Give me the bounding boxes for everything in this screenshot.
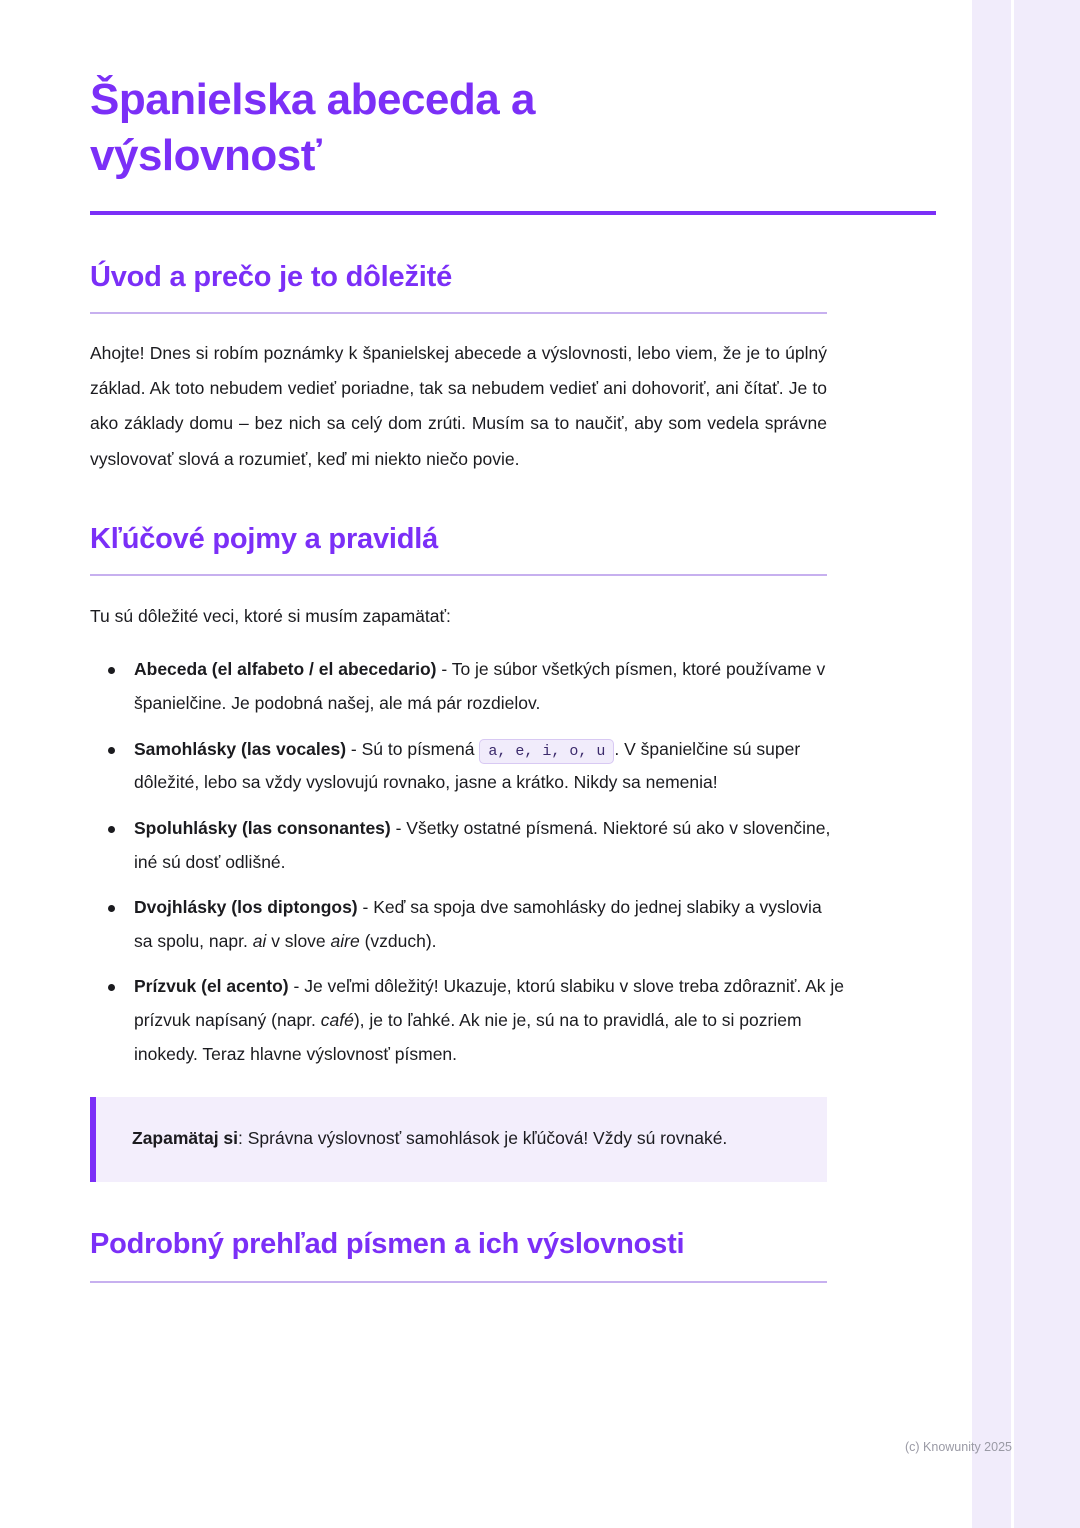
term-description: - Je veľmi dôležitý! Ukazuje, ktorú slabiku v slove treba zdôrazniť. Ak je prízvuk napísaný (napr. (134, 976, 845, 1031)
title-divider (90, 211, 936, 215)
page-title: Španielska abeceda a výslovnosť (90, 75, 535, 181)
remember-callout (90, 1097, 827, 1182)
list-item (124, 733, 844, 800)
section-divider-key-terms (90, 574, 827, 576)
term-description: - To je súbor všetkých písmen, ktoré používame v španielčine. Je podobná našej, ale má pár rozdielov. (134, 659, 826, 714)
key-terms-lead: Tu sú dôležité veci, ktoré si musím zapamätať: (90, 606, 451, 627)
term-label: Samohlásky (las vocales) (134, 738, 347, 759)
callout-label: Zapamätaj si (132, 1128, 239, 1149)
vowels-code-chip: a, e, i, o, u (479, 739, 614, 764)
intro-paragraph: Ahojte! Dnes si robím poznámky k španielskej abecede a výslovnosti, lebo viem, že je to úplný základ. Ak toto nebudem vedieť poriadne, tak sa nebudem vedieť ani dohovoriť, ani čítať. Je to ako základy domu – bez nich sa celý dom zrúti. Musím sa to naučiť, aby som vedela správne vyslovovať slová a rozumieť, keď mi niekto niečo povie. (90, 342, 827, 469)
list-item (124, 653, 844, 720)
term-description: - Všetky ostatné písmená. Niektoré sú ako v slovenčine, iné sú dosť odlišné. (134, 818, 831, 872)
term-description: - Sú to písmená (346, 738, 480, 759)
list-item (124, 812, 844, 879)
page-side-strip-divider (1011, 0, 1014, 1528)
section-heading-intro: Úvod a prečo je to dôležité (90, 260, 452, 293)
term-description-mid: v slove (266, 930, 331, 951)
term-description-cont: ), je to ľahké. Ak nie je, sú na to pravidlá, ale to si pozriem inokedy. Teraz hlavne výslovnosť písmen. (134, 1010, 802, 1064)
section-heading-letters-overview: Podrobný prehľad písmen a ich výslovnosti (90, 1228, 685, 1261)
section-divider-intro (90, 312, 827, 314)
term-example-1: ai (252, 930, 267, 951)
list-item (124, 891, 844, 958)
key-terms-list (90, 653, 844, 1071)
term-label: Prízvuk (el acento) (134, 976, 289, 997)
list-item (124, 970, 844, 1071)
term-description-cont: . V španielčine sú super dôležité, lebo sa vždy vyslovujú rovnako, jasne a krátko. Nikdy sa nemenia! (134, 738, 801, 793)
term-label: Spoluhlásky (las consonantes) (134, 818, 391, 839)
term-description: - Keď sa spoja dve samohlásky do jednej slabiky a vyslovia sa spolu, napr. (134, 897, 822, 951)
callout-body: : Správna výslovnosť samohlások je kľúčová! Vždy sú rovnaké. (238, 1128, 728, 1149)
term-example-2: aire (330, 930, 360, 951)
page-side-strip (972, 0, 1080, 1528)
section-heading-key-terms: Kľúčové pojmy a pravidlá (90, 523, 439, 556)
term-example-1: café (320, 1010, 354, 1031)
copyright-footer: (c) Knowunity 2025 (904, 1440, 1012, 1454)
term-description-cont: (vzduch). (359, 930, 437, 951)
document-content (90, 0, 936, 1283)
term-label: Abeceda (el alfabeto / el abecedario) (134, 659, 437, 680)
callout-text (132, 1121, 793, 1156)
section-divider-letters-overview (90, 1281, 827, 1283)
term-label: Dvojhlásky (los diptongos) (134, 897, 358, 918)
